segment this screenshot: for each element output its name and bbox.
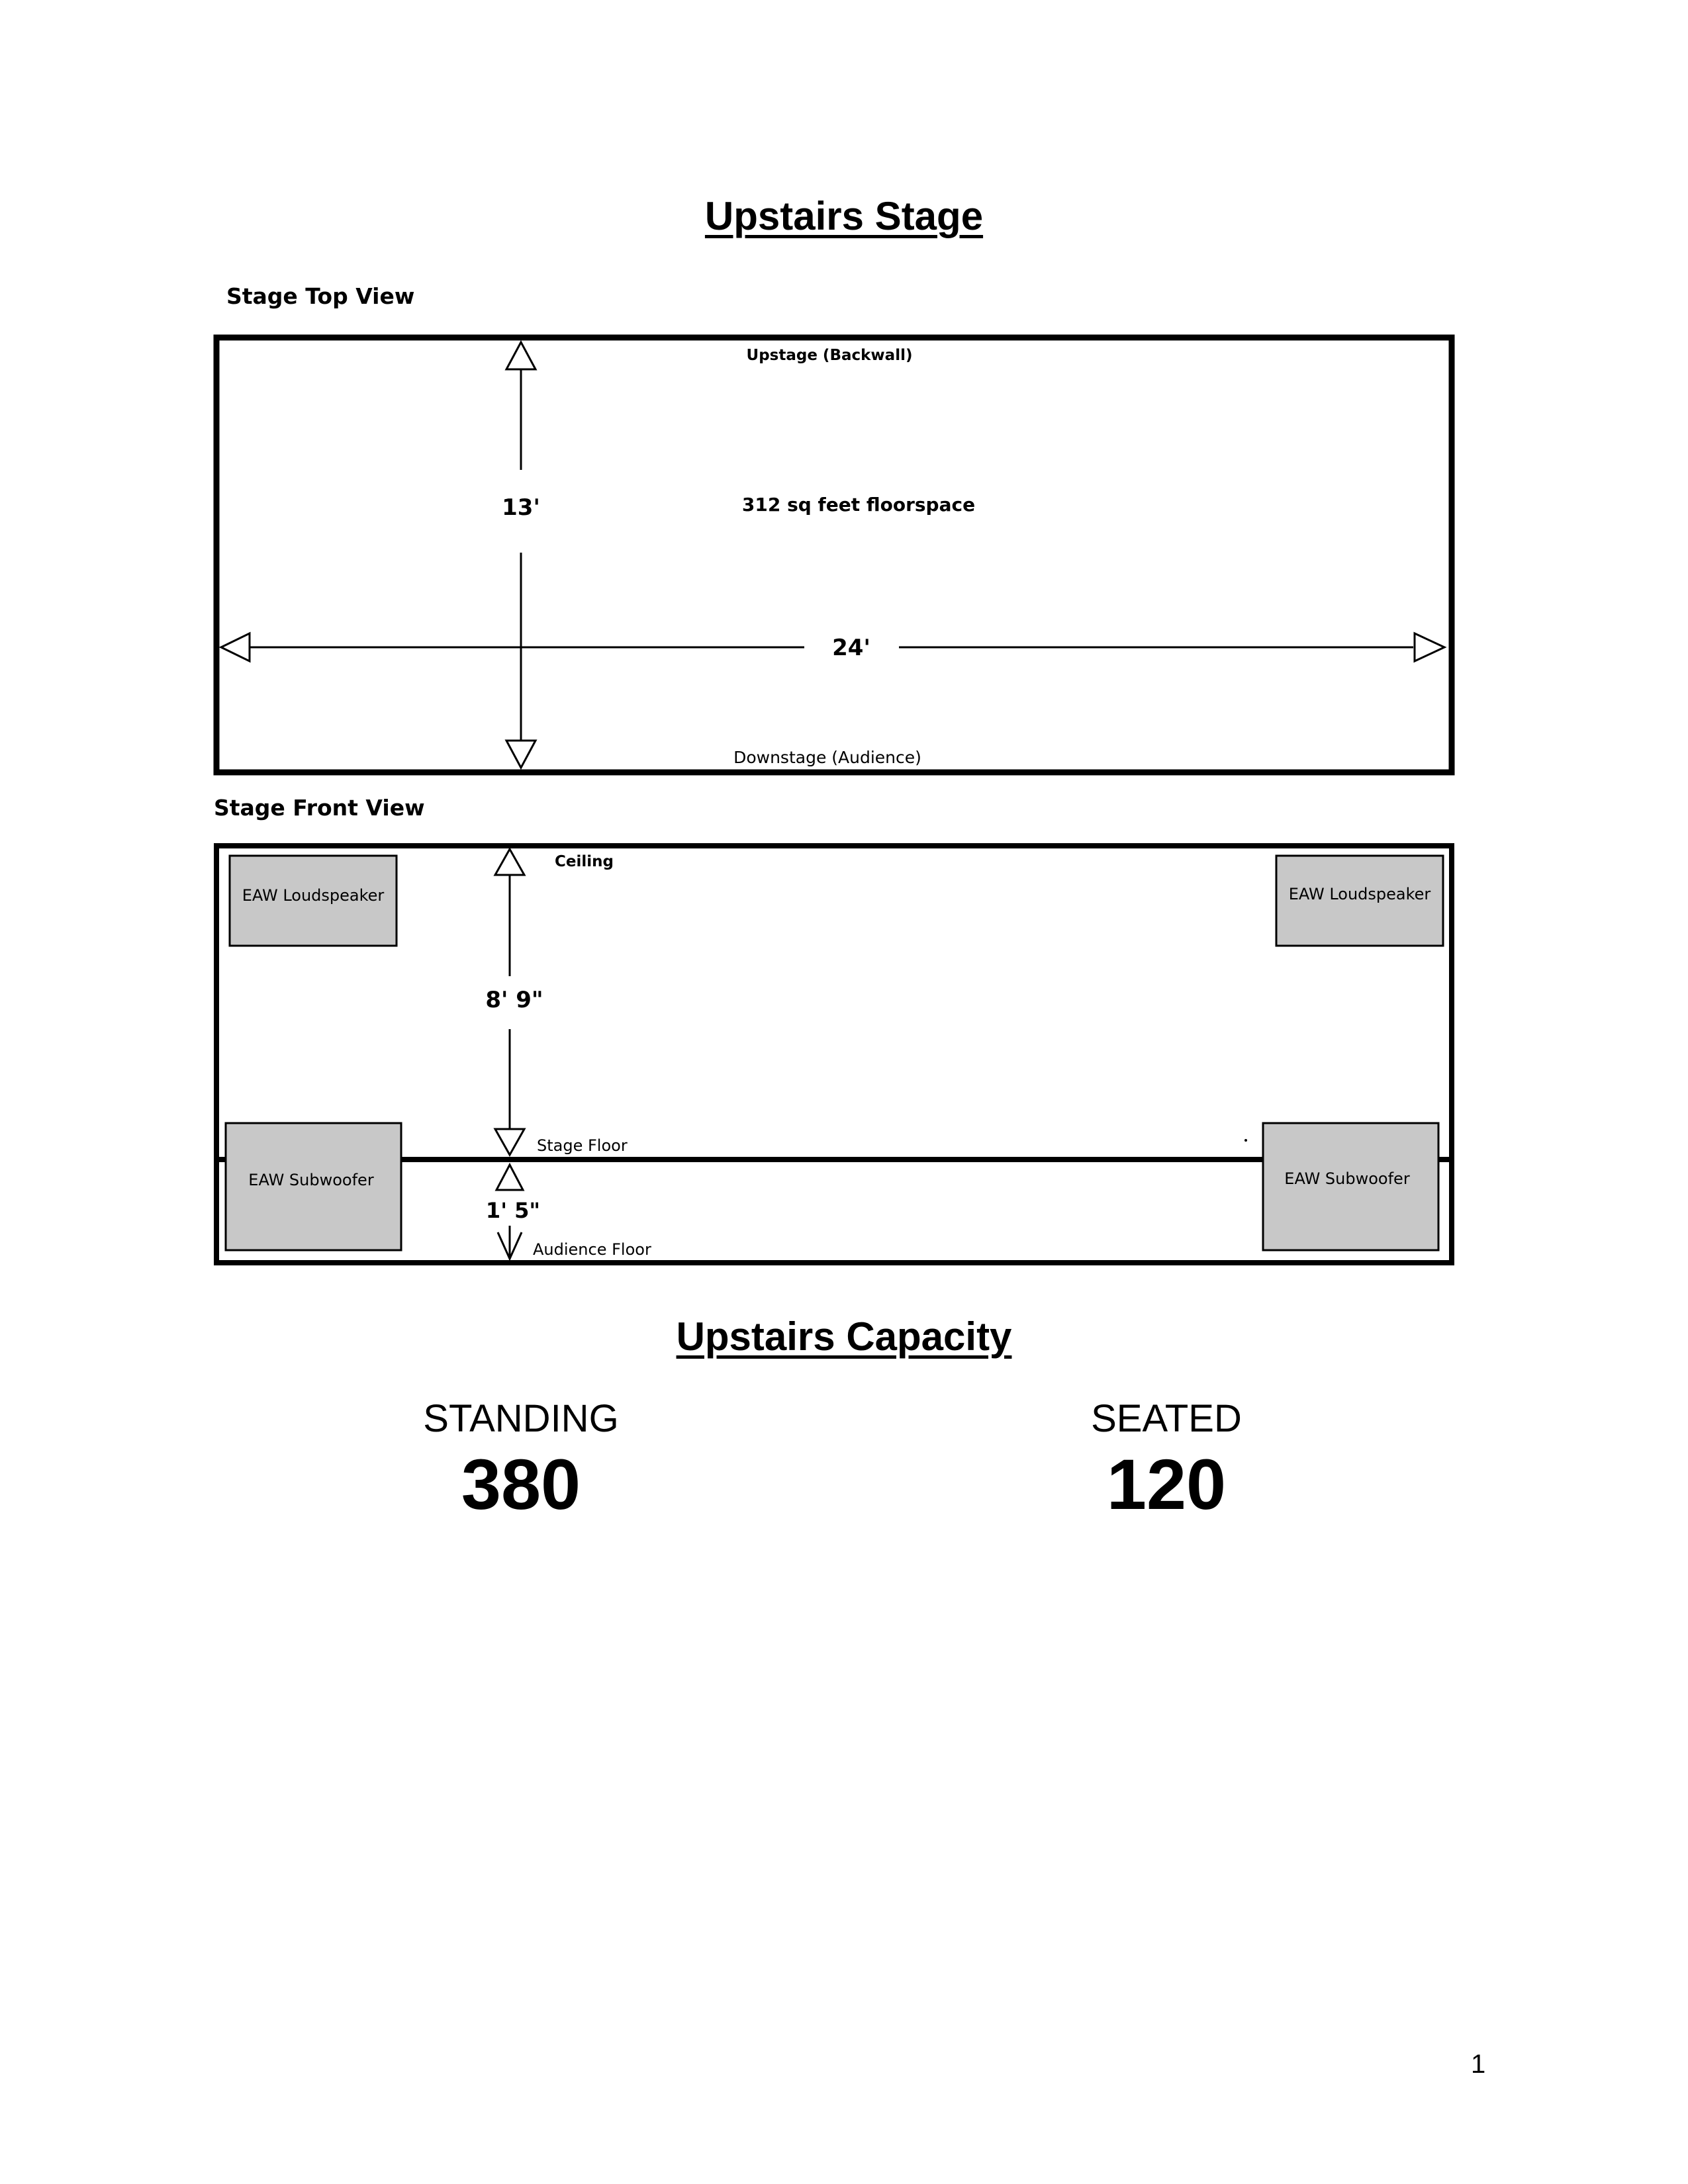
- top-view-label: Stage Top View: [226, 283, 415, 309]
- subwoofer-right-label: EAW Subwoofer: [1284, 1169, 1410, 1188]
- seated-label: SEATED: [1091, 1397, 1242, 1440]
- seated-value: 120: [1106, 1444, 1227, 1524]
- loudspeaker-left-label: EAW Loudspeaker: [242, 886, 385, 905]
- height-arrow-head-bottom: [495, 1129, 524, 1155]
- stage-floor-label: Stage Floor: [537, 1136, 628, 1155]
- stage-height-arrow-head-top: [496, 1165, 523, 1190]
- audience-floor-label: Audience Floor: [533, 1240, 651, 1259]
- depth-arrow-head-bottom: [506, 741, 536, 768]
- page-title: Upstairs Stage: [704, 194, 984, 238]
- width-arrow-head-right: [1415, 633, 1444, 661]
- page-number: 1: [1471, 2050, 1486, 2079]
- depth-label: 13': [502, 494, 540, 521]
- standing-label: STANDING: [423, 1397, 619, 1440]
- front-view-label: Stage Front View: [214, 795, 425, 821]
- standing-value: 380: [461, 1444, 581, 1524]
- floorspace-label: 312 sq feet floorspace: [741, 494, 976, 516]
- capacity-title: Upstairs Capacity: [676, 1314, 1012, 1359]
- dot-mark: [1244, 1139, 1247, 1142]
- ceiling-label: Ceiling: [555, 853, 614, 870]
- width-label: 24': [832, 635, 870, 661]
- stage-top-outline: [216, 338, 1452, 772]
- subwoofer-left-label: EAW Subwoofer: [248, 1171, 374, 1189]
- loudspeaker-right-label: EAW Loudspeaker: [1288, 885, 1431, 903]
- depth-arrow-head-top: [506, 342, 536, 369]
- height-label: 8' 9": [485, 987, 543, 1013]
- upstage-label: Upstage (Backwall): [746, 347, 913, 364]
- width-arrow-head-left: [221, 633, 250, 661]
- stage-height-label: 1' 5": [485, 1198, 541, 1223]
- height-arrow-head-top: [495, 849, 524, 875]
- downstage-label: Downstage (Audience): [733, 748, 921, 767]
